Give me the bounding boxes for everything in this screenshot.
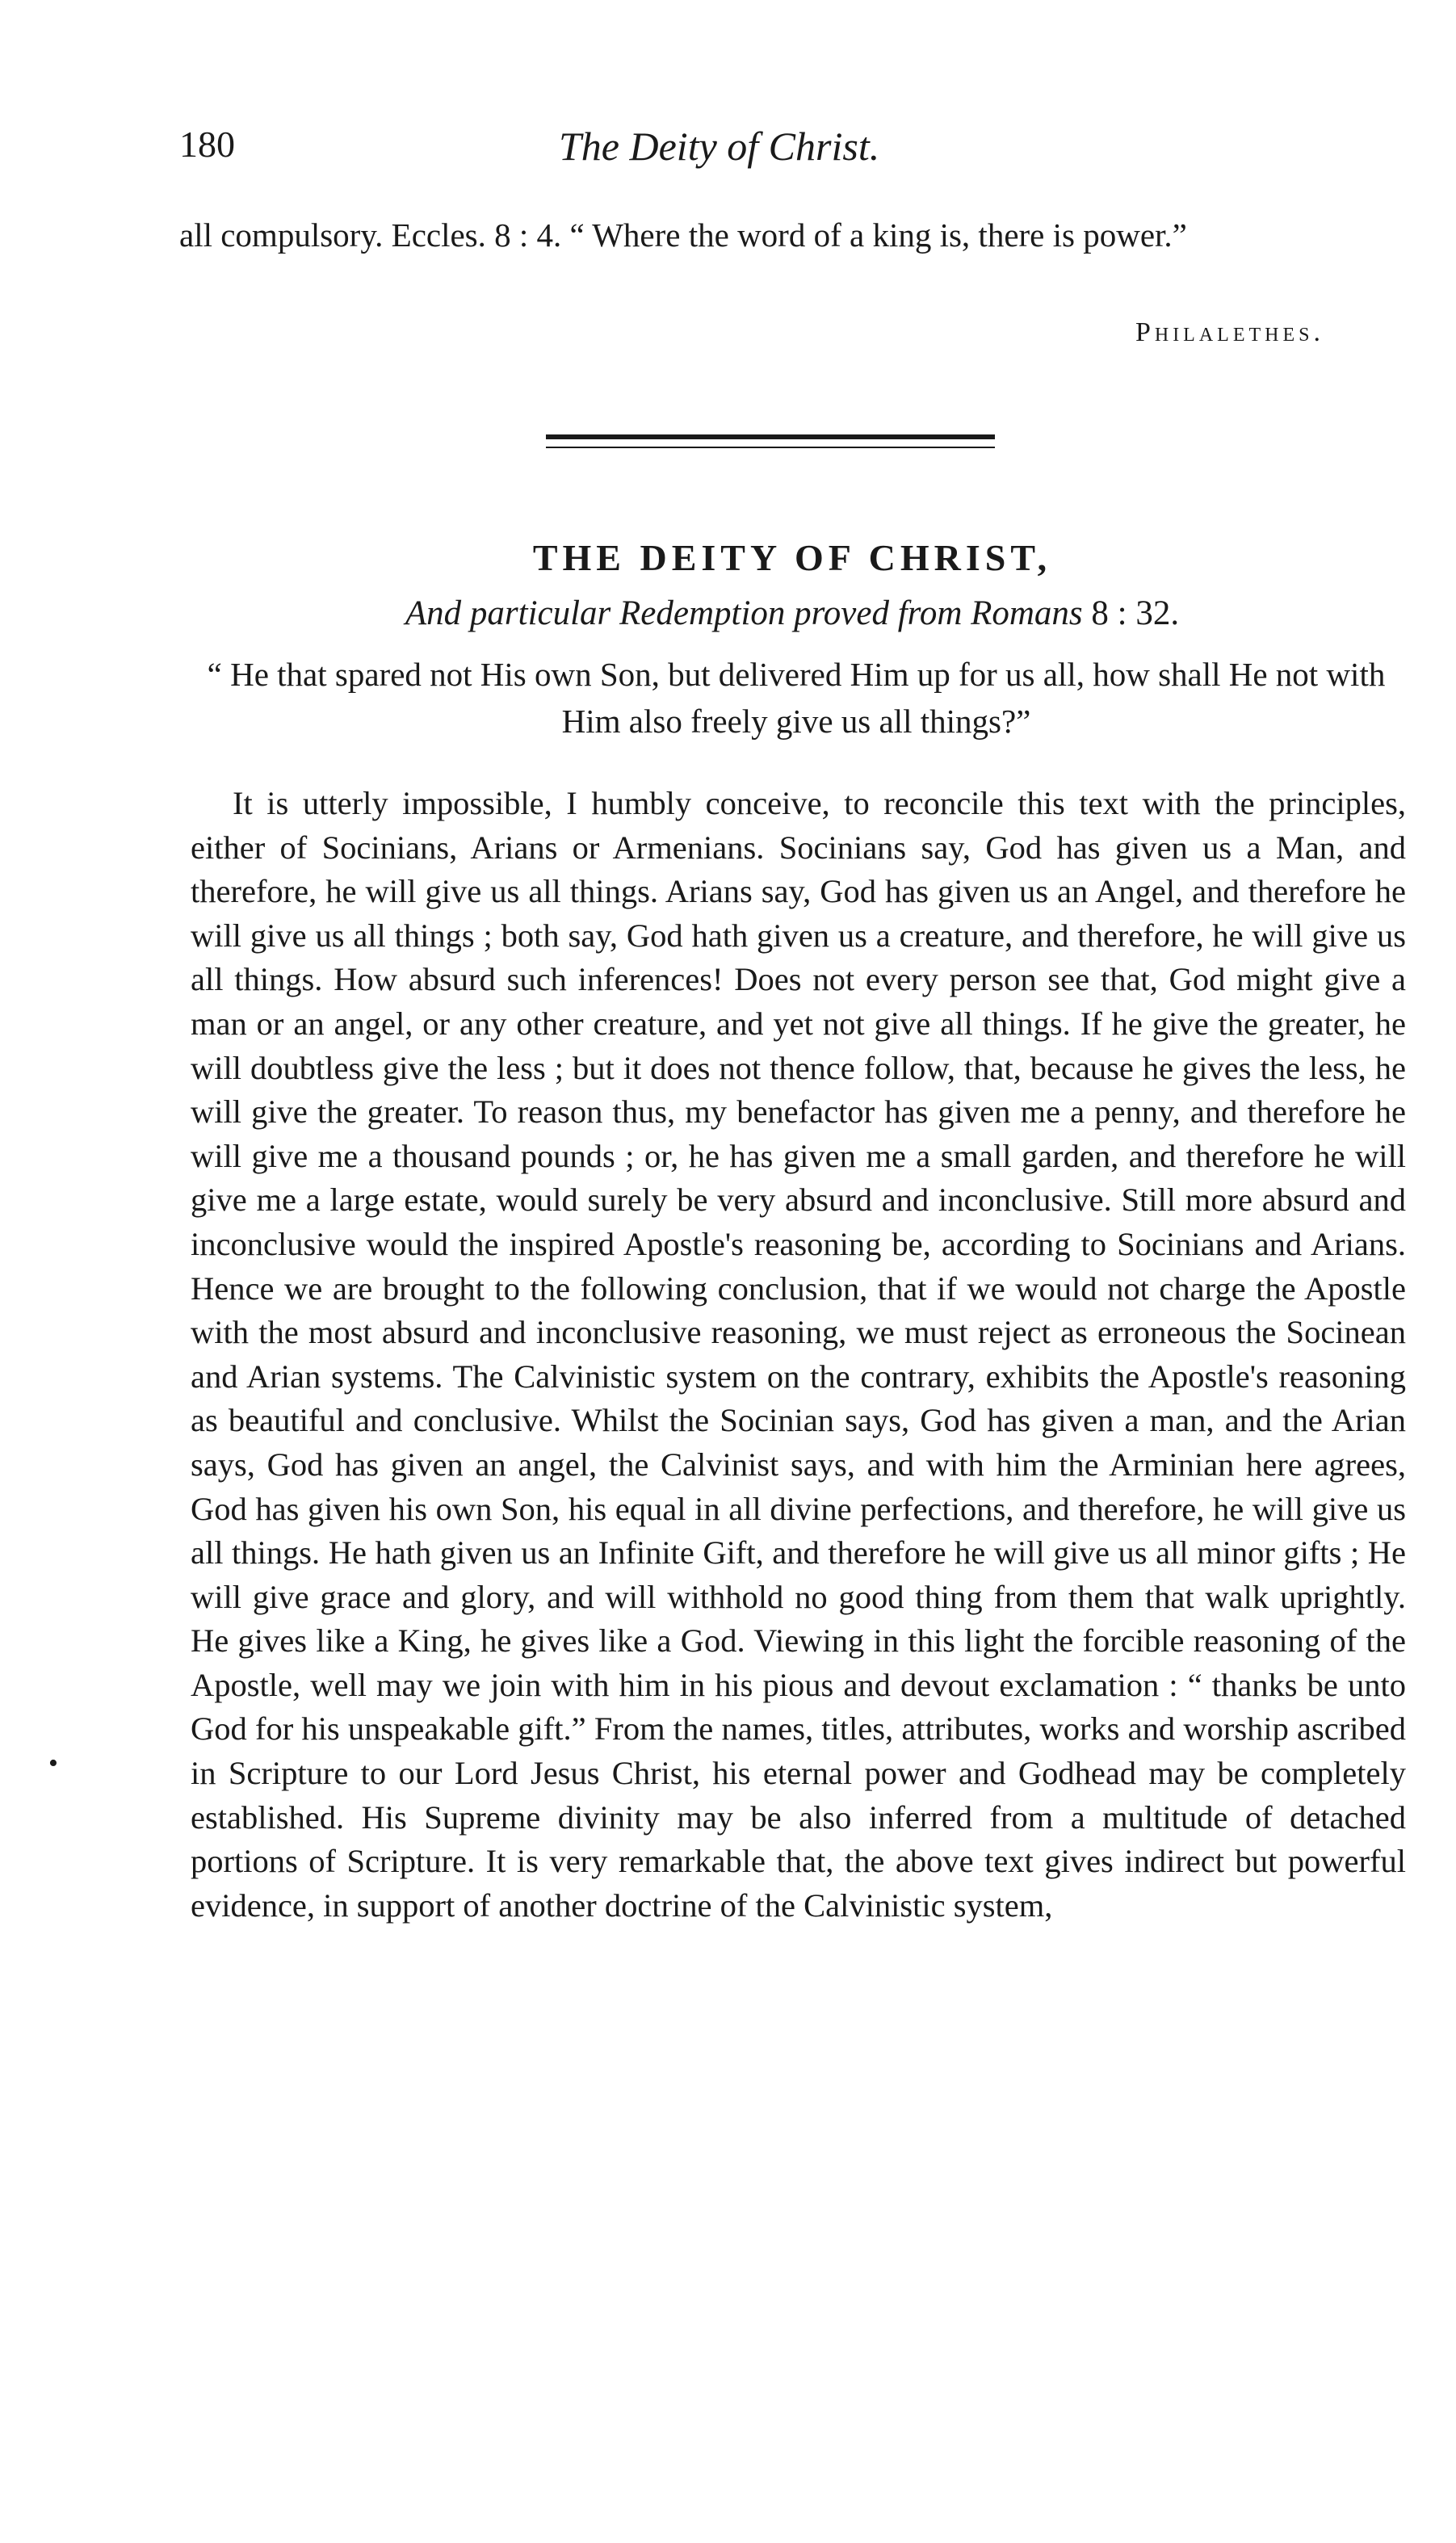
section-divider-thin	[546, 447, 995, 448]
article-subtitle	[179, 594, 1405, 633]
article-body: It is utterly impossible, I humbly conceive, to reconcile this text with the principles, either of Socinians, Arians or Armenians. Socinians say, God has given us a Man, and therefore, he will give us all things. Arians say, God has given us an Angel, and therefore he will give us all things ; both say, God hath given us a creature, and therefore, he will give us all things. How absurd such inferences! Does not every person see that, God might give a man or an angel, or any other creature, and yet not give all things. If he give the greater, he will doubtless give the less ; but it does not thence follow, that, because he gives the less, he will give the greater. To reason thus, my benefactor has given me a penny, and therefore he will give me a thousand pounds ; or, he has given me a small garden, and therefore he will give me a large estate, would surely be very absurd and inconclusive. Still more absurd and inconclusive would the inspired Apostle's reasoning be, according to Socinians and Arians. Hence we are brought to the following conclusion, that if we would not charge the Apostle with the most absurd and inconclusive reasoning, we must reject as erroneous the Socinean and Arian systems. The Calvinistic system on the contrary, exhibits the Apostle's reasoning as beautiful and conclusive. Whilst the Socinian says, God has given a man, and the Arian says, God has given an angel, the Calvinist says, and with him the Arminian here agrees, God has given his own Son, his equal in all divine perfections, and therefore, he will give us all things. He hath given us an Infinite Gift, and therefore he will give us all minor gifts ; He will give grace and glory, and will withhold no good thing from them that walk uprightly. He gives like a King, he gives like a God. Viewing in this light the forcible reasoning of the Apostle, well may we join with him in his pious and devout exclamation : “ thanks be unto God for his unspeakable gift.” From the names, titles, attributes, works and worship ascribed in Scripture to our Lord Jesus Christ, his eternal power and Godhead may be completely established. His Supreme divinity may be also inferred from a multitude of detached portions of Scripture. It is very remarkable that, the above text gives indirect but powerful evidence, in support of another doctrine of the Calvinistic system,	[191, 785, 1406, 1924]
scripture-epigraph: “ He that spared not His own Son, but delivered Him up for us all, how shall He not with Him also freely give us all things?”	[207, 656, 1386, 740]
article-subtitle-main: And particular Redemption proved from Romans	[405, 594, 1083, 632]
article-title: THE DEITY OF CHRIST,	[532, 537, 1052, 578]
section-divider-thick	[546, 434, 995, 439]
page-number: 180	[179, 124, 235, 165]
running-title: The Deity of Christ.	[559, 124, 880, 169]
margin-dot-mark: •	[48, 1748, 58, 1778]
previous-article-ending: all compulsory. Eccles. 8 : 4. “ Where the word of a king is, there is power.”	[179, 216, 1187, 254]
page-header	[179, 123, 1407, 179]
author-signature: Philalethes.	[1135, 317, 1324, 347]
article-subtitle-reference: 8 : 32.	[1091, 594, 1180, 632]
